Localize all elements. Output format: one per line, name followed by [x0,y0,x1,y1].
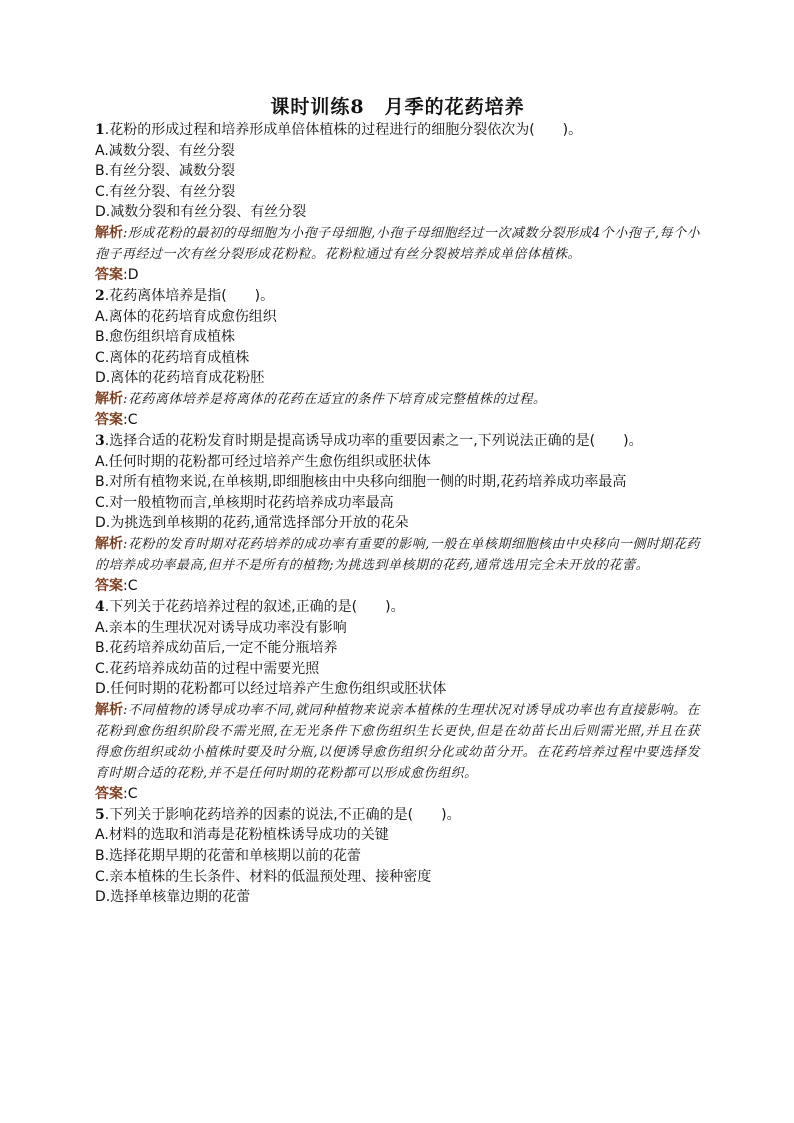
question-number: 3 [95,432,105,449]
option-d: D.为挑选到单核期的花药,通常选择部分开放的花朵 [95,515,409,532]
explanation-text: :花粉的发育时期对花药培养的成功率有重要的影响,一般在单核期细胞核由中央移向一侧时期花药的培养成功率最高,但并不是所有的植物;为挑选到单核期的花药,通常选用完全未开放的花蕾。 [95,536,701,573]
page-title: 课时训练8 月季的花药培养 [270,96,525,118]
answer-text: :D [123,266,139,283]
option-b: B.选择花期早期的花蕾和单核期以前的花蕾 [95,848,362,865]
explanation [95,223,700,265]
document-page [95,94,700,908]
option-d: D.任何时期的花粉都可以经过培养产生愈伤组织或胚状体 [95,681,447,698]
question-stem: .花粉的形成过程和培养形成单倍体植株的过程进行的细胞分裂依次为( )。 [104,122,583,138]
answer [95,265,700,286]
explanation-label: 解析 [95,535,124,552]
answer-text: :C [123,411,138,428]
question-2 [95,286,700,431]
question-number: 1 [95,122,105,138]
answer [95,410,700,431]
question-3 [95,431,700,597]
answer-label: 答案 [95,266,123,283]
option-a: A.离体的花药培育成愈伤组织 [95,308,277,325]
answer-text: :C [123,785,138,802]
explanation [95,700,700,784]
question-number: 4 [95,598,105,615]
answer-label: 答案 [95,411,123,428]
answer-label: 答案 [95,785,123,802]
option-c: C.花药培养成幼苗的过程中需要光照 [95,660,320,677]
option-b: B.花药培养成幼苗后,一定不能分瓶培养 [95,640,338,657]
answer [95,576,700,597]
question-number: 2 [95,287,105,304]
option-a: A.减数分裂、有丝分裂 [95,142,235,159]
option-a: A.任何时期的花粉都可经过培养产生愈伤组织或胚状体 [95,453,431,470]
question-4 [95,597,700,805]
option-a: A.亲本的生理状况对诱导成功率没有影响 [95,619,347,636]
option-d: D.减数分裂和有丝分裂、有丝分裂 [95,204,307,221]
answer-label: 答案 [95,577,123,594]
explanation [95,534,700,576]
explanation-text: :不同植物的诱导成功率不同,就同种植物来说亲本植株的生理状况对诱导成功率也有直接影响。在花粉到愈伤组织阶段不需光照,在无光条件下愈伤组织生长更快,但是在幼苗长出后则需光照,并且在获得愈伤组织或幼小植株时要及时分瓶,以便诱导愈伤组织分化或幼苗分开。在花药培养过程中要选择发育时期合适的花粉,并不是任何时期的花粉都可以形成愈伤组织。 [95,702,701,781]
answer-text: :C [123,577,138,594]
option-b: B.愈伤组织培育成植株 [95,329,236,346]
option-c: C.有丝分裂、有丝分裂 [95,183,236,200]
question-stem: .下列关于花药培养过程的叙述,正确的是( )。 [104,598,405,615]
explanation-label: 解析 [95,390,123,407]
option-d: D.选择单核靠边期的花蕾 [95,889,251,906]
explanation-label: 解析 [95,701,124,718]
answer [95,784,700,805]
option-c: C.亲本植株的生长条件、材料的低温预处理、接种密度 [95,868,432,885]
option-d: D.离体的花药培育成花粉胚 [95,370,265,387]
question-number: 5 [95,806,105,823]
question-5 [95,805,700,908]
question-1 [95,120,700,286]
explanation [95,389,700,410]
explanation-label: 解析 [95,224,124,241]
question-stem: .花药离体培养是指( )。 [104,287,275,304]
question-stem: .选择合适的花粉发育时期是提高诱导成功率的重要因素之一,下列说法正确的是( )。 [104,432,643,449]
question-stem: .下列关于影响花药培养的因素的说法,不正确的是( )。 [104,806,461,823]
option-a: A.材料的选取和消毒是花粉植株诱导成功的关键 [95,827,389,844]
explanation-text: :花药离体培养是将离体的花药在适宜的条件下培育成完整植株的过程。 [123,391,547,407]
explanation-text: :形成花粉的最初的母细胞为小孢子母细胞,小孢子母细胞经过一次减数分裂形成4个小孢子,每个小孢子再经过一次有丝分裂形成花粉粒。花粉粒通过有丝分裂被培养成单倍体植株。 [95,225,701,262]
option-b: B.有丝分裂、减数分裂 [95,163,236,180]
option-c: C.对一般植物而言,单核期时花药培养成功率最高 [95,494,394,511]
option-b: B.对所有植物来说,在单核期,即细胞核由中央移向细胞一侧的时期,花药培养成功率最高 [95,474,627,491]
option-c: C.离体的花药培育成植株 [95,349,250,366]
